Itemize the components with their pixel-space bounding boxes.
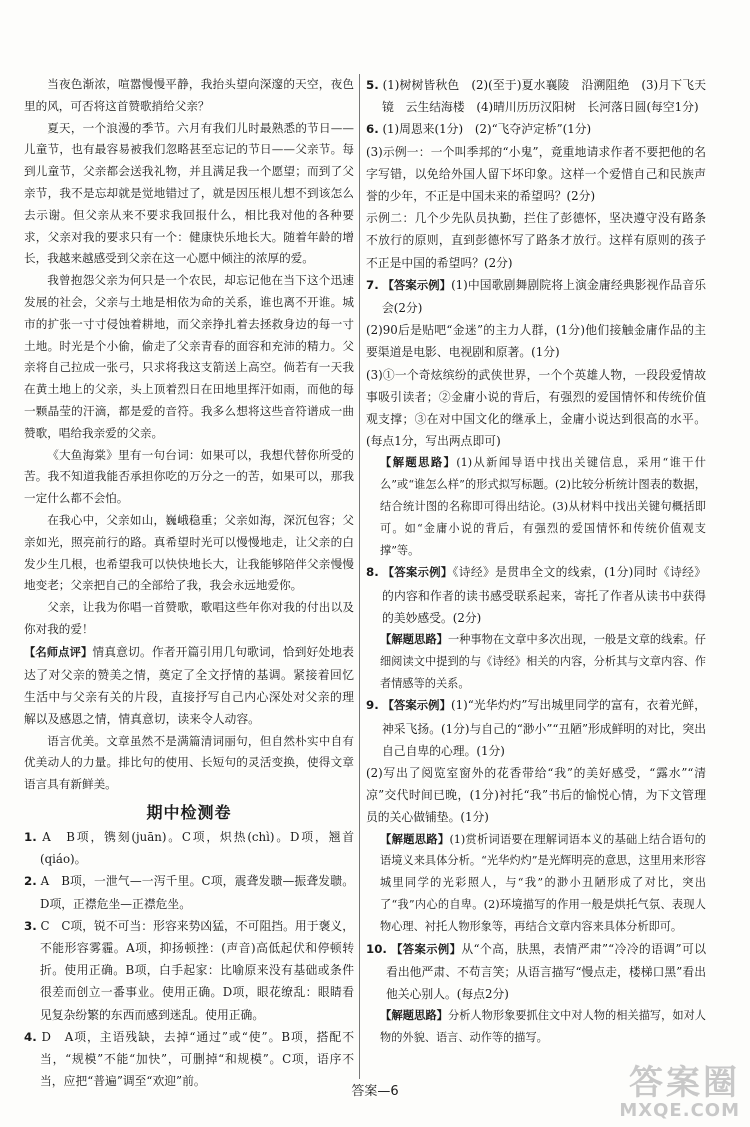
solution-text: 分析人物形象要抓住文中对人物的相关描写，如对人物的外貌、语言、动作等的描写。 <box>380 1009 706 1045</box>
left-column <box>24 74 354 1092</box>
answer-number: 4. <box>24 1029 37 1044</box>
column-divider <box>359 74 360 1079</box>
answer-text: (1)树树皆秋色 (2)(至于)夏水襄陵 沿溯阻绝 (3)月下飞天镜 云生结海楼 (4)晴川历历汉阳树 长河落日圆(每空1分) <box>382 78 707 115</box>
solution-text: (1)赏析词语要在理解词语本义的基础上结合语句的语境义来具体分析。“光华灼灼”是光辉明亮的意思，这里用来形容城里同学的光彩照人，与“我”的渺小丑陋形成了对比，突出了“我”内心的自卑。(2)环境描写的作用一般是烘托气氛、表现人物心理、衬托人物形象等，再结合文章内容来具体分析即可。 <box>380 832 706 933</box>
answer-line: (3)①一个奇炫缤纷的武侠世界，一个个英雄人物，一段段爱情故事吸引读者；②金庸小说的背后，有强烈的爱国情怀和传统价值观支撑；③在对中国文化的继承上，金庸小说达到很高的水平。(每点1分，写出两点即可) <box>366 367 706 449</box>
page-footer: 答案—6 <box>351 1084 399 1099</box>
essay-paragraph: 父亲，让我为你唱一首赞歌，歌唱这些年你对我的付出以及你对我的爱！ <box>24 600 354 636</box>
solution-idea <box>366 452 706 561</box>
teacher-comment <box>24 641 354 731</box>
answer-line: (1)周恩来(1分) (2)“飞夺泸定桥”(1分) <box>382 122 592 137</box>
answer-item <box>366 694 706 762</box>
essay-paragraph: 在我心中，父亲如山，巍峨稳重；父亲如海，深沉包容；父亲如光，照亮前行的路。真希望时光可以慢慢地走，让父亲的白发少生几根，也希望我可以快快地长大，让我能够陪伴父亲慢慢地变老；父亲把自己的全部给了我，我会永远地爱你。 <box>24 512 354 593</box>
answer-text: 从“个高，肤黑，表情严肃”“冷冷的语调”可以看出他严肃、不苟言笑；从语言描写“慢点走，楼梯口黑”看出他关心别人。(每点2分) <box>386 941 706 1002</box>
answer-number: 3. <box>24 918 37 933</box>
comment-text-2: 语言优美。文章虽然不是满篇清词丽句，但自然朴实中自有优美动人的力量。排比句的使用、长短句的灵活变换，使得文章语言具有新鲜美。 <box>24 733 354 792</box>
solution-idea <box>366 629 706 694</box>
answer-text: C C项，锐不可当：形容来势凶猛，不可阻挡。用于褒义，不能形容雾霾。A项，抑扬顿挫：(声音)高低起伏和停顿转折。使用正确。B项，白手起家：比喻原来没有基础或条件很差而创立一番事业。使用正确。D项，眼花缭乱：眼睛看见复杂纷繁的东西而感到迷乱。使用正确。 <box>40 918 355 1022</box>
answer-number: 7. <box>366 277 379 292</box>
answer-item <box>366 74 706 118</box>
solution-text: (1)从新闻导语中找出关键信息，采用“谁干什么”或“谁怎么样”的形式拟写标题。(2)比较分析统计图表的数据，结合统计图的名称即可得出结论。(3)从材料中找出关键句概括即可。如“金庸小说的背后，有强烈的爱国情怀和传统价值观支撑”等。 <box>380 456 706 557</box>
answer-number: 5. <box>366 78 379 92</box>
comment-text: 情真意切。作者开篇引用几句歌词，恰到好处地表达了对父亲的赞美之情，奠定了全文抒情的基调。紧接着回忆生活中与父亲有关的片段，直接抒写自己内心深处对父亲的理解以及感恩之情，情真意切，读来令人动容。 <box>24 644 354 727</box>
essay-paragraph: 当夜色渐浓，喧嚣慢慢平静，我抬头望向深邃的天空，夜色里的风，可否将这首赞歌捎给父亲？ <box>24 77 354 113</box>
answer-item <box>24 826 354 870</box>
answer-item <box>366 938 706 1006</box>
answer-line: (3)示例一：一个叫季邦的“小鬼”，竟重地请求作者不要把他的名字写错，以免给外国人留下坏印象。这样一个爱惜自己和民族声誉的少年，不正是中国未来的希望吗？(2分) <box>366 144 706 204</box>
answer-number: 1. <box>24 829 37 844</box>
answer-item <box>366 118 706 140</box>
section-title: 期中检测卷 <box>146 802 232 822</box>
essay-paragraph: 夏天，一个浪漫的季节。六月有我们儿时最熟悉的节日——儿童节，也有最容易被我们忽略甚至忘记的节日——父亲节。每到儿童节，父亲都会送我礼物，并且满足我一个愿望；而到了父亲节，我不是忘却就是觉地错过了，就是因压根儿想不到该怎么去示谢。但父亲从来不要求我回报什么，相比我对他的各种要求，父亲对我的要求只有一个：健康快乐地长大。随着年龄的增长，我越来越感受到父亲在这一心愿中倾注的浓厚的爱。 <box>24 120 354 266</box>
solution-tag: 【解题思路】 <box>380 633 448 647</box>
solution-tag: 【解题思路】 <box>380 1009 448 1023</box>
answer-line: (1)“光华灼灼”写出城里同学的富有，衣着光鲜，神采飞扬。(1分)与自己的“渺小”“丑陋”形成鲜明的对比，突出自己自卑的心理。(1分) <box>382 698 706 758</box>
solution-text: 一种事物在文章中多次出现，一般是文章的线索。仔细阅读文中提到的与《诗经》相关的内容，分析其与文章内容、作者情感等的关系。 <box>380 633 706 690</box>
comment-tag: 【名师点评】 <box>24 645 93 659</box>
solution-tag: 【解题思路】 <box>380 456 457 470</box>
answer-item <box>366 274 706 319</box>
answer-line: (2)写出了阅览室窗外的花香带给“我”的美好感受，“露水”“清凉”交代时间已晚，(1分)衬托“我”书后的愉悦心情，为下文管理员的关心做铺垫。(1分) <box>366 766 706 825</box>
answer-line: (1)中国歌剧舞剧院将上演金庸经典影视作品音乐会(2分) <box>382 277 707 316</box>
answer-line: 示例二：几个少先队员执勤，拦住了彭德怀，坚决遵守没有路条不放行的原则，直到彭德怀写了路条才放行。这样有原则的孩子不正是中国的希望吗？(2分) <box>366 211 706 270</box>
answer-text: A B项，一泄气—一泻千里。C项，震聋发聩—振聋发聩。D项，正襟危坐—正襟危坐。 <box>40 874 354 911</box>
essay-paragraph: 《大鱼海棠》里有一句台词：如果可以，我想代替你所受的苦。我不知道我能否承担你吃的万分之一的苦，如果可以，那我一定什么都不会怕。 <box>24 447 354 506</box>
answer-item <box>366 561 706 629</box>
answer-number: 6. <box>366 122 379 137</box>
answer-tag: 【答案示例】 <box>382 566 453 580</box>
solution-idea <box>366 1005 706 1049</box>
watermark-logo-text: 答案圈 <box>629 1063 740 1103</box>
answer-tag: 【答案示例】 <box>382 278 452 292</box>
answer-number: 8. <box>366 565 379 580</box>
answer-number: 10. <box>366 941 387 956</box>
answer-tag: 【答案示例】 <box>382 699 451 713</box>
answer-number: 9. <box>366 698 379 713</box>
solution-idea <box>366 829 706 938</box>
answer-number: 2. <box>24 874 37 889</box>
answer-tag: 【答案示例】 <box>391 942 462 956</box>
answer-line: (2)90后是贴吧“金迷”的主力人群，(1分)他们接触金庸作品的主要渠道是电影、电视剧和原著。(1分) <box>366 323 706 360</box>
answer-text: A B项，镌刻(juān)。C项，炽热(chì)。D项，翘首(qiáo)。 <box>40 829 354 867</box>
answer-item <box>24 870 354 914</box>
watermark-url: MXQE.COM <box>619 1100 740 1121</box>
answer-item <box>24 915 354 1026</box>
answer-text: D A项，主语残缺，去掉“通过”或“使”。B项，搭配不当，“规模”不能“加快”，可删掉“和规模”。C项，语序不当，应把“普遍”调至“欢迎”前。 <box>40 1029 354 1089</box>
right-column <box>366 74 706 1049</box>
answer-text: 《诗经》是贯串全文的线索，(1分)同时《诗经》的内容和作者的读书感受联系起来，寄托了作者从读书中获得的美妙感受。(2分) <box>382 565 706 625</box>
solution-tag: 【解题思路】 <box>380 832 450 846</box>
site-watermark <box>540 1065 740 1123</box>
essay-paragraph: 我曾抱怨父亲为何只是一个农民，却忘记他在当下这个迅速发展的社会，父亲与土地是相依为命的关系，谁也离不开谁。城市的扩张一寸寸侵蚀着耕地，而父亲挣扎着去拯救身边的每一寸土地。时光是个小偷，偷走了父亲青春的面容和充沛的精力。父亲将自己拉成一张弓，只求将我这支箭送上高空。倘若有一天我在黄土地上的父亲，头上顶着烈日在田地里挥汗如雨，而他的每一颗晶莹的汗滴，都是爱的音符。我多么想将这些音符谱成一曲赞歌，唱给我亲爱的父亲。 <box>24 273 354 440</box>
